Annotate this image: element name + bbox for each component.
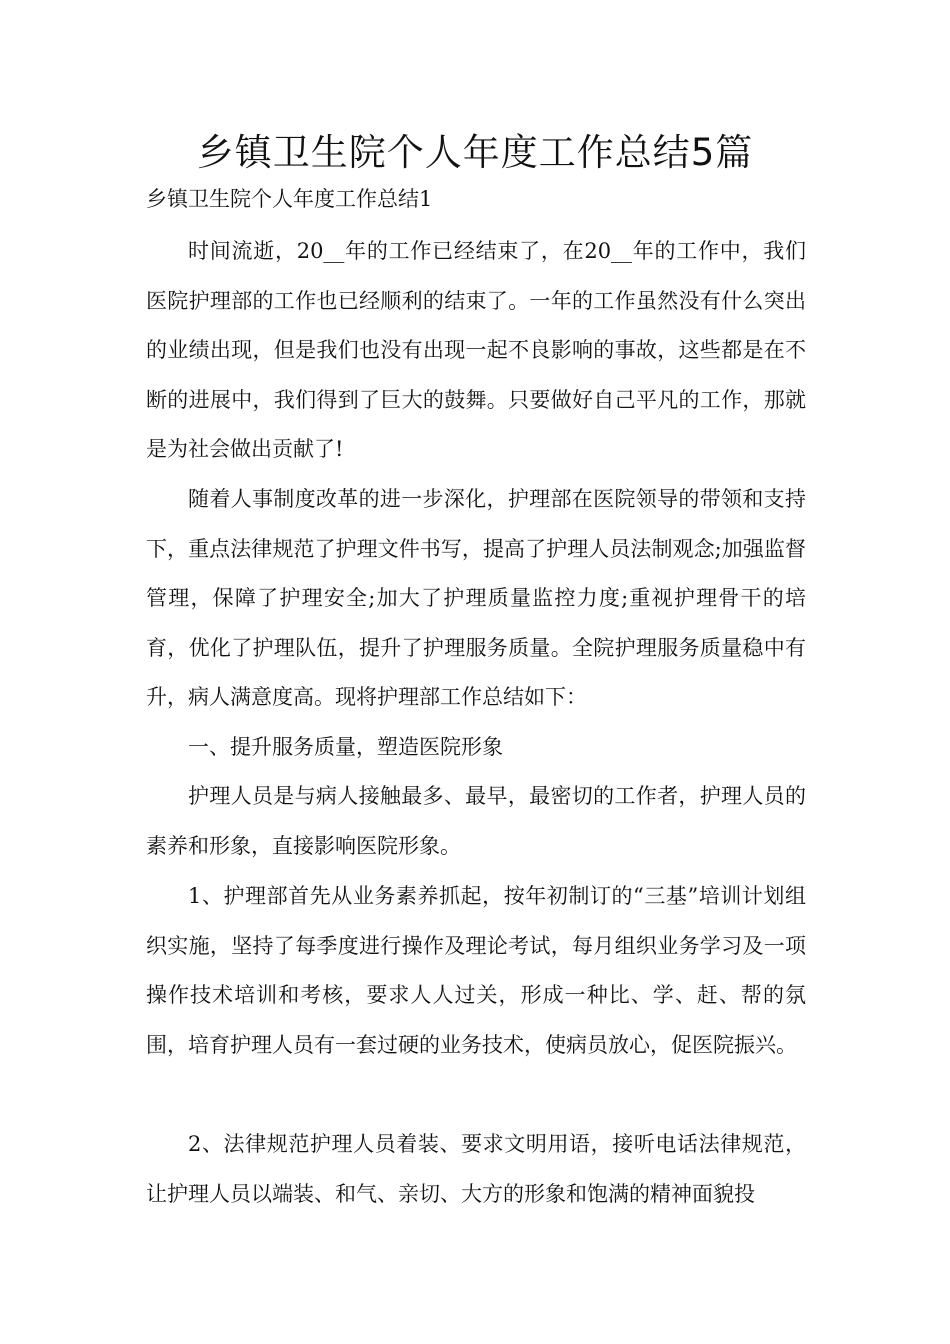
section-heading-1: 一、提升服务质量，塑造医院形象 <box>188 735 503 759</box>
section-subtitle: 乡镇卫生院个人年度工作总结1 <box>146 187 433 211</box>
paragraph-intro: 时间流逝，20__年的工作已经结束了，在20__年的工作中，我们医院护理部的工作也已经顺利的结束了。一年的工作虽然没有什么突出的业绩出现，但是我们也没有出现一起不良影响的事故，这些都是在不断的进展中，我们得到了巨大的鼓舞。只要做好自己平凡的工作，那就是为社会做出贡献了! <box>146 239 806 461</box>
paragraph-reform: 随着人事制度改革的进一步深化，护理部在医院领导的带领和支持下，重点法律规范了护理文件书写，提高了护理人员法制观念;加强监督管理，保障了护理安全;加大了护理质量监控力度;重视护理骨干的培育，优化了护理队伍，提升了护理服务质量。全院护理服务质量稳中有升，病人满意度高。现将护理部工作总结如下： <box>146 487 806 709</box>
paragraph-nursing-staff: 护理人员是与病人接触最多、最早，最密切的工作者，护理人员的素养和形象，直接影响医院形象。 <box>146 784 806 858</box>
list-item-2: 2、法律规范护理人员着装、要求文明用语，接听电话法律规范，让护理人员以端装、和气、亲切、大方的形象和饱满的精神面貌投 <box>146 1132 806 1206</box>
document-title: 乡镇卫生院个人年度工作总结5篇 <box>196 131 754 174</box>
list-item-1: 1、护理部首先从业务素养抓起，按年初制订的“三基”培训计划组织实施，坚持了每季度进行操作及理论考试，每月组织业务学习及一项操作技术培训和考核，要求人人过关，形成一种比、学、赶、帮的氛围，培育护理人员有一套过硬的业务技术，使病员放心，促医院振兴。 <box>146 884 806 1057</box>
